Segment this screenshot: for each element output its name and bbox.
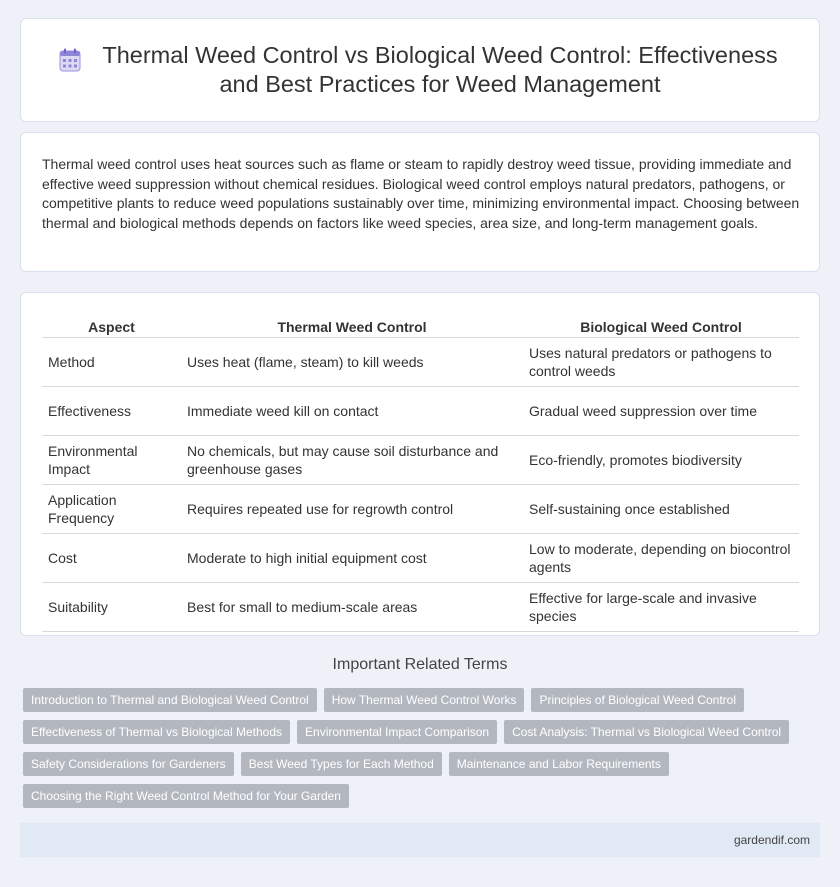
cell-biological: Gradual weed suppression over time xyxy=(523,386,799,435)
table-row xyxy=(42,386,799,435)
related-term-tag[interactable]: Environmental Impact Comparison xyxy=(297,720,497,744)
cell-biological: Uses natural predators or pathogens to control weeds xyxy=(523,337,799,386)
related-term-tag[interactable]: Maintenance and Labor Requirements xyxy=(449,752,669,776)
comparison-table xyxy=(42,313,799,632)
header-biological: Biological Weed Control xyxy=(523,313,799,337)
cell-aspect: Environmental Impact xyxy=(42,435,181,484)
cell-thermal: Requires repeated use for regrowth control xyxy=(181,484,523,533)
related-term-tag[interactable]: Effectiveness of Thermal vs Biological Methods xyxy=(23,720,290,744)
table-row xyxy=(42,533,799,582)
intro-paragraph: Thermal weed control uses heat sources such as flame or steam to rapidly destroy weed tissue, providing immediate and effective weed suppression without chemical residues. Biological weed control employs natural predators, pathogens, or competitive plants to reduce weed populations sustainably over time, minimizing environmental impact. Choosing between thermal and biological methods depends on factors like weed species, area size, and long-term management goals. xyxy=(42,156,800,231)
cell-aspect: Cost xyxy=(42,533,181,582)
table-header-row xyxy=(42,313,799,337)
cell-thermal: Immediate weed kill on contact xyxy=(181,386,523,435)
header-thermal: Thermal Weed Control xyxy=(181,313,523,337)
page-title: Thermal Weed Control vs Biological Weed Control: Effectiveness and Best Practices for Weed Management xyxy=(102,42,778,97)
related-term-tag[interactable]: Safety Considerations for Gardeners xyxy=(23,752,234,776)
footer xyxy=(20,823,820,857)
related-term-tag[interactable]: Best Weed Types for Each Method xyxy=(241,752,442,776)
header-card xyxy=(20,18,820,122)
cell-aspect: Method xyxy=(42,337,181,386)
cell-thermal: Best for small to medium-scale areas xyxy=(181,582,523,631)
table-row xyxy=(42,337,799,386)
cell-aspect: Suitability xyxy=(42,582,181,631)
footer-site-link[interactable]: gardendif.com xyxy=(733,833,810,847)
comparison-table-card xyxy=(20,292,820,636)
table-row xyxy=(42,484,799,533)
header-aspect: Aspect xyxy=(42,313,181,337)
cell-biological: Self-sustaining once established xyxy=(523,484,799,533)
cell-thermal: No chemicals, but may cause soil disturbance and greenhouse gases xyxy=(181,435,523,484)
related-terms-heading: Important Related Terms xyxy=(332,656,508,673)
related-term-tag[interactable]: Principles of Biological Weed Control xyxy=(531,688,744,712)
table-row xyxy=(42,435,799,484)
cell-biological: Eco-friendly, promotes biodiversity xyxy=(523,435,799,484)
cell-thermal: Moderate to high initial equipment cost xyxy=(181,533,523,582)
cell-aspect: Application Frequency xyxy=(42,484,181,533)
cell-biological: Low to moderate, depending on biocontrol agents xyxy=(523,533,799,582)
related-term-tag[interactable]: Choosing the Right Weed Control Method for Your Garden xyxy=(23,784,349,808)
table-row xyxy=(42,582,799,631)
cell-biological: Effective for large-scale and invasive species xyxy=(523,582,799,631)
related-terms-list xyxy=(23,688,803,808)
related-term-tag[interactable]: Introduction to Thermal and Biological Weed Control xyxy=(23,688,317,712)
related-term-tag[interactable]: Cost Analysis: Thermal vs Biological Weed Control xyxy=(504,720,789,744)
related-term-tag[interactable]: How Thermal Weed Control Works xyxy=(324,688,525,712)
cell-thermal: Uses heat (flame, steam) to kill weeds xyxy=(181,337,523,386)
intro-card xyxy=(20,132,820,272)
cell-aspect: Effectiveness xyxy=(42,386,181,435)
